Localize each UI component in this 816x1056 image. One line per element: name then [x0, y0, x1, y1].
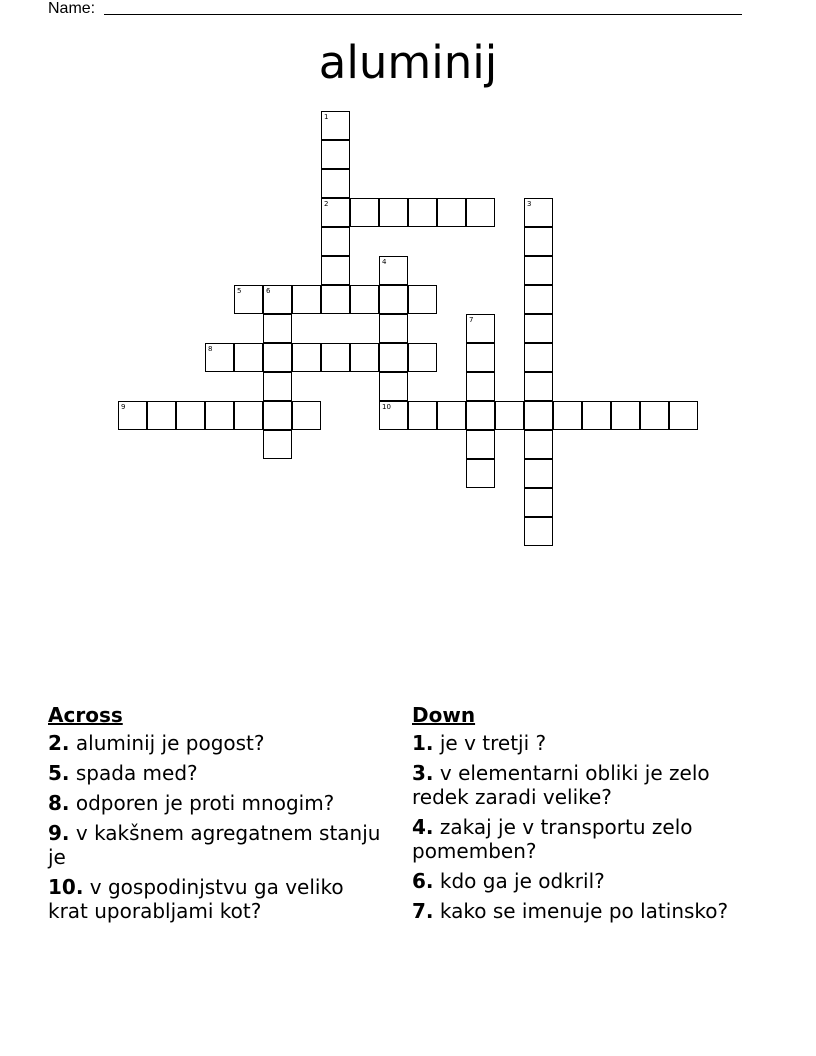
crossword-cell[interactable] [524, 517, 553, 546]
crossword-cell[interactable] [524, 459, 553, 488]
crossword-cell[interactable] [321, 227, 350, 256]
crossword-cell[interactable] [263, 285, 292, 314]
clue-down-7 [412, 899, 752, 923]
crossword-cell[interactable] [524, 401, 553, 430]
clue-number: 3. [412, 761, 434, 785]
clue-across-9 [48, 821, 388, 869]
clue-number: 5. [48, 761, 70, 785]
crossword-cell[interactable] [350, 285, 379, 314]
clue-number: 9. [48, 821, 70, 845]
crossword-cell[interactable] [466, 343, 495, 372]
cell-number: 8 [208, 345, 213, 353]
clue-number: 4. [412, 815, 434, 839]
crossword-cell[interactable] [263, 401, 292, 430]
crossword-cell[interactable] [147, 401, 176, 430]
crossword-cell[interactable] [379, 401, 408, 430]
crossword-cell[interactable] [611, 401, 640, 430]
crossword-cell[interactable] [524, 430, 553, 459]
clue-down-4 [412, 815, 752, 863]
clue-number: 8. [48, 791, 70, 815]
cell-number: 9 [121, 403, 126, 411]
crossword-cell[interactable] [205, 401, 234, 430]
clue-number: 2. [48, 731, 70, 755]
crossword-cell[interactable] [379, 314, 408, 343]
crossword-cell[interactable] [118, 401, 147, 430]
clue-number: 6. [412, 869, 434, 893]
clue-number: 7. [412, 899, 434, 923]
crossword-cell[interactable] [321, 140, 350, 169]
across-heading: Across [48, 703, 123, 727]
clue-text: v gospodinjstvu ga veliko krat uporabljami kot? [48, 875, 344, 923]
crossword-cell[interactable] [524, 198, 553, 227]
clue-text: v elementarni obliki je zelo redek zaradi velike? [412, 761, 710, 809]
crossword-cell[interactable] [524, 488, 553, 517]
crossword-cell[interactable] [350, 198, 379, 227]
clue-text: odporen je proti mnogim? [75, 791, 335, 815]
crossword-cell[interactable] [524, 285, 553, 314]
crossword-cell[interactable] [524, 256, 553, 285]
crossword-cell[interactable] [466, 430, 495, 459]
down-clues [412, 703, 752, 929]
crossword-cell[interactable] [176, 401, 205, 430]
crossword-cell[interactable] [263, 430, 292, 459]
crossword-cell[interactable] [408, 343, 437, 372]
cell-number: 5 [237, 287, 242, 295]
clue-down-3 [412, 761, 752, 809]
clue-across-10 [48, 875, 388, 923]
clue-text: zakaj je v transportu zelo pomemben? [412, 815, 693, 863]
crossword-cell[interactable] [408, 401, 437, 430]
clue-text: v kakšnem agregatnem stanju je [48, 821, 381, 869]
cell-number: 7 [469, 316, 474, 324]
clue-across-2 [48, 731, 388, 755]
crossword-cell[interactable] [321, 111, 350, 140]
clue-down-6 [412, 869, 752, 893]
clue-text: aluminij je pogost? [75, 731, 265, 755]
crossword-cell[interactable] [263, 314, 292, 343]
clue-down-1 [412, 731, 752, 755]
cell-number: 4 [382, 258, 387, 266]
crossword-cell[interactable] [669, 401, 698, 430]
crossword-cell[interactable] [466, 198, 495, 227]
clue-across-8 [48, 791, 388, 815]
crossword-cell[interactable] [263, 372, 292, 401]
clue-text: je v tretji ? [439, 731, 547, 755]
crossword-cell[interactable] [524, 227, 553, 256]
crossword-cell[interactable] [379, 285, 408, 314]
cell-number: 6 [266, 287, 271, 295]
crossword-cell[interactable] [321, 343, 350, 372]
crossword-cell[interactable] [466, 372, 495, 401]
clue-text: kako se imenuje po latinsko? [439, 899, 729, 923]
crossword-cell[interactable] [466, 459, 495, 488]
crossword-cell[interactable] [495, 401, 524, 430]
across-clues [48, 703, 388, 929]
crossword-cell[interactable] [321, 256, 350, 285]
crossword-cell[interactable] [234, 343, 263, 372]
crossword-cell[interactable] [640, 401, 669, 430]
cell-number: 3 [527, 200, 532, 208]
clue-across-5 [48, 761, 388, 785]
crossword-cell[interactable] [379, 198, 408, 227]
cell-number: 2 [324, 200, 329, 208]
crossword-cell[interactable] [408, 198, 437, 227]
crossword-cell[interactable] [292, 285, 321, 314]
crossword-cell[interactable] [582, 401, 611, 430]
crossword-cell[interactable] [379, 256, 408, 285]
crossword-cell[interactable] [524, 343, 553, 372]
crossword-cell[interactable] [321, 198, 350, 227]
crossword-cell[interactable] [437, 401, 466, 430]
cell-number: 1 [324, 113, 329, 121]
clue-text: spada med? [75, 761, 198, 785]
clue-number: 10. [48, 875, 84, 899]
crossword-cell[interactable] [524, 314, 553, 343]
crossword-cell[interactable] [321, 169, 350, 198]
cell-number: 10 [382, 403, 391, 411]
crossword-cell[interactable] [234, 401, 263, 430]
crossword-cell[interactable] [350, 343, 379, 372]
crossword-cell[interactable] [292, 401, 321, 430]
crossword-cell[interactable] [466, 401, 495, 430]
crossword-cell[interactable] [263, 343, 292, 372]
crossword-cell[interactable] [292, 343, 321, 372]
crossword-cell[interactable] [466, 314, 495, 343]
crossword-cell[interactable] [379, 372, 408, 401]
crossword-cell[interactable] [205, 343, 234, 372]
crossword-cell[interactable] [321, 285, 350, 314]
puzzle-title: aluminij [318, 36, 498, 89]
clue-number: 1. [412, 731, 434, 755]
crossword-cell[interactable] [408, 285, 437, 314]
crossword-cell[interactable] [553, 401, 582, 430]
crossword-cell[interactable] [234, 285, 263, 314]
name-label: Name: [48, 0, 96, 17]
down-heading: Down [412, 703, 476, 727]
crossword-cell[interactable] [524, 372, 553, 401]
crossword-cell[interactable] [379, 343, 408, 372]
crossword-cell[interactable] [437, 198, 466, 227]
clue-text: kdo ga je odkril? [439, 869, 605, 893]
